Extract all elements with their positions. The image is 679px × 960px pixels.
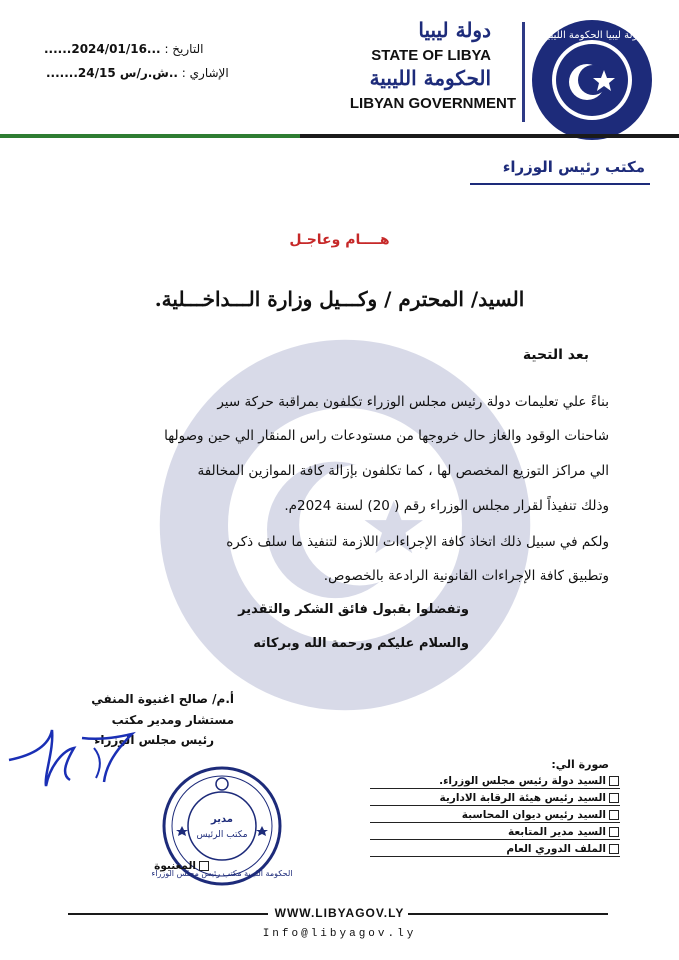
- cc-underline: [370, 856, 620, 857]
- reference-value: ..ش.ر/س 24/15.......: [46, 66, 178, 80]
- cc-title: صورة الي:: [551, 758, 609, 771]
- urgent-label: هــــام وعاجـل: [289, 232, 390, 248]
- government-logo: [530, 18, 654, 142]
- stamp-inner-title: مدير: [211, 814, 233, 825]
- signatory-title: مستشار ومدير مكتب: [111, 713, 234, 727]
- closing-thanks: وتفضلوا بقبول فائق الشكر والتقدير: [238, 602, 469, 617]
- body-line: شاحنات الوقود والغاز حال خروجها من مستودعات راس المنقار الي حين وصولها: [164, 428, 609, 444]
- country-name-english: STATE OF LIBYA: [371, 47, 491, 64]
- body-line: الي مراكز التوزيع المخصص لها ، كما تكلفون بإزالة كافة الموازين المخالفة: [197, 463, 609, 479]
- footer-website: WWW.LIBYAGOV.LY: [274, 906, 405, 920]
- office-title: مكتب رئيس الوزراء: [502, 158, 645, 176]
- cc-item: السيد رئيس هيئة الرقابة الادارية: [440, 792, 620, 804]
- office-underline: [470, 183, 650, 185]
- date-value: ...2024/01/16......: [44, 42, 161, 56]
- cc-underline: [370, 788, 620, 789]
- checkbox-icon: [609, 844, 619, 854]
- checkbox-icon: [609, 793, 619, 803]
- cc-item: السيد دولة رئيس مجلس الوزراء.: [439, 775, 619, 787]
- addressee: السيد/ المحترم / وكـــيل وزارة الـــداخـــلية.: [154, 287, 525, 311]
- greeting: بعد التحية: [522, 347, 589, 363]
- signatory-office: رئيس مجلس الوزراء: [94, 733, 214, 747]
- stamp-outer-text: الحكومة الليبية مكتب رئيس مجلس الوزراء: [151, 869, 293, 878]
- reference-label: الإشاري :: [181, 66, 229, 80]
- government-name-arabic: الحكومة الليبية: [369, 66, 491, 90]
- cc-underline: [370, 839, 620, 840]
- body-line: وتطبيق كافة الإجراءات القانونية الرادعة بالخصوص.: [323, 568, 609, 584]
- government-name-english: LIBYAN GOVERNMENT: [349, 95, 516, 112]
- checkbox-icon: [609, 810, 619, 820]
- stamp-inner-office: مكتب الرئيس: [196, 830, 248, 840]
- date-label: التاريخ :: [164, 42, 204, 56]
- footer-email: Info@libyagov.ly: [262, 928, 417, 940]
- body-line: بناءً علي تعليمات دولة رئيس مجلس الوزراء تكلفون بمراقبة حركة سير: [217, 394, 609, 410]
- letter-date: [44, 42, 203, 56]
- header-divider: [522, 22, 525, 122]
- handwritten-signature: [4, 720, 154, 790]
- watermark-emblem: [150, 330, 540, 720]
- body-line: وذلك تنفيذاً لقرار مجلس الوزراء رقم ( 20) لسنة 2024م.: [284, 498, 609, 514]
- country-name-arabic: دولة ليبيا: [418, 18, 491, 42]
- cc-underline: [370, 822, 620, 823]
- cc-item: السيد مدير المتابعة: [508, 826, 619, 838]
- checkbox-icon: [609, 776, 619, 786]
- cc-underline: [370, 805, 620, 806]
- cc-item: المغنيوة: [154, 860, 209, 872]
- closing-salutation: والسلام عليكم ورحمة الله وبركاته: [253, 636, 469, 651]
- logo-text: دولة ليبيا الحكومة الليبية: [542, 30, 642, 41]
- letter-reference: [46, 66, 229, 80]
- checkbox-icon: [199, 861, 209, 871]
- body-line: ولكم في سبيل ذلك اتخاذ كافة الإجراءات اللازمة لتنفيذ ما سلف ذكره: [226, 534, 609, 550]
- header-band: [0, 134, 679, 138]
- cc-item: السيد رئيس ديوان المحاسبة: [462, 809, 619, 821]
- checkbox-icon: [609, 827, 619, 837]
- cc-item: الملف الدوري العام: [506, 843, 619, 855]
- signatory-name: أ.م/ صالح اغنيوة المنفي: [91, 692, 234, 706]
